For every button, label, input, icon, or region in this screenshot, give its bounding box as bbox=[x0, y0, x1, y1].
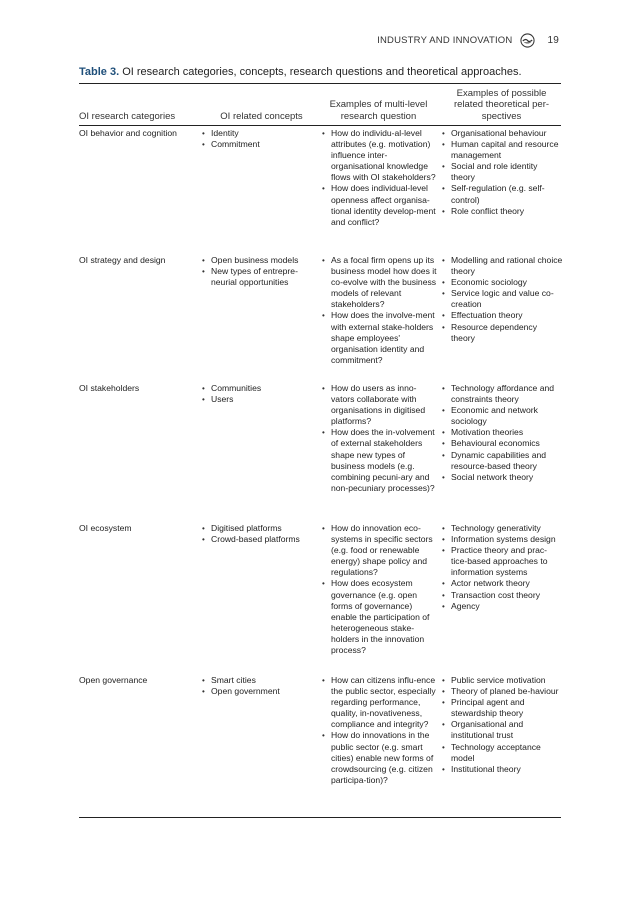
list-item: • Modelling and rational choice theory bbox=[442, 255, 563, 277]
list-item: • Human capital and resource management bbox=[442, 139, 563, 161]
list-item: • Behavioural economics bbox=[442, 438, 563, 449]
table-title: OI research categories, concepts, research questions and theoretical approaches. bbox=[122, 66, 522, 78]
concept-list bbox=[202, 523, 318, 545]
list-item: • Social network theory bbox=[442, 472, 563, 483]
concept-list bbox=[202, 383, 318, 405]
row-category: OI ecosystem bbox=[79, 523, 132, 533]
table-header-rule bbox=[79, 125, 561, 126]
table-top-rule bbox=[79, 83, 561, 84]
list-item: • New types of entrepre-neurial opportunities bbox=[202, 266, 318, 288]
list-item: • Resource dependency theory bbox=[442, 322, 563, 344]
row-category: Open governance bbox=[79, 675, 148, 685]
row-category: OI stakeholders bbox=[79, 383, 140, 393]
question-list bbox=[322, 675, 437, 786]
list-item: • As a focal firm opens up its business model how does it co-evolve with the business models of relevant stakeholders? bbox=[322, 255, 437, 310]
header-categories: OI research categories bbox=[79, 110, 176, 122]
list-item: • Technology acceptance model bbox=[442, 742, 563, 764]
list-item: • How do innovation eco-systems in specific sectors (e.g. food or renewable energy) shape policy and regulations? bbox=[322, 523, 437, 578]
list-item: • Identity bbox=[202, 128, 318, 139]
page-number: 19 bbox=[547, 35, 559, 46]
list-item: • Digitised platforms bbox=[202, 523, 318, 534]
question-list bbox=[322, 383, 437, 494]
list-item: • How do innovations in the public sector (e.g. smart cities) enable new forms of crowdsourcing (e.g. citizen participa-tion)? bbox=[322, 730, 437, 785]
list-item: • Practice theory and prac-tice-based approaches to information systems bbox=[442, 545, 563, 578]
list-item: • Economic and network sociology bbox=[442, 405, 563, 427]
list-item: • Role conflict theory bbox=[442, 206, 563, 217]
list-item: • Open government bbox=[202, 686, 318, 697]
list-item: • Social and role identity theory bbox=[442, 161, 563, 183]
list-item: • Information systems design bbox=[442, 534, 563, 545]
row-category: OI strategy and design bbox=[79, 255, 166, 265]
question-list bbox=[322, 523, 437, 656]
list-item: • Self-regulation (e.g. self-control) bbox=[442, 183, 563, 205]
list-item: • Actor network theory bbox=[442, 578, 563, 589]
list-item: • Theory of planed be-haviour bbox=[442, 686, 563, 697]
header-questions: Examples of multi-level research question bbox=[329, 99, 428, 122]
list-item: • How does the involve-ment with external stake-holders shape employees' organisation identity and commitment? bbox=[322, 310, 437, 365]
question-list bbox=[322, 128, 437, 228]
list-item: • Public service motivation bbox=[442, 675, 563, 686]
theory-list bbox=[442, 523, 563, 612]
list-item: • Transaction cost theory bbox=[442, 590, 563, 601]
header-concepts: OI related concepts bbox=[220, 110, 303, 122]
list-item: • Commitment bbox=[202, 139, 318, 150]
table-caption bbox=[79, 65, 561, 79]
list-item: • Organisational behaviour bbox=[442, 128, 563, 139]
running-head bbox=[377, 33, 559, 48]
header-theories: Examples of possible related theoretical per-spectives bbox=[453, 87, 550, 122]
list-item: • How does the in-volvement of external stakeholders shape new types of business models (e.g. combining pecuni-ary and non-pecuniary processes)? bbox=[322, 427, 437, 494]
list-item: • Agency bbox=[442, 601, 563, 612]
list-item: • Smart cities bbox=[202, 675, 318, 686]
list-item: • Principal agent and stewardship theory bbox=[442, 697, 563, 719]
theory-list bbox=[442, 255, 563, 344]
concept-list bbox=[202, 128, 318, 150]
list-item: • Motivation theories bbox=[442, 427, 563, 438]
journal-name: INDUSTRY AND INNOVATION bbox=[377, 35, 513, 46]
theory-list bbox=[442, 383, 563, 483]
list-item: • How do users as inno-vators collaborate with organisations in digitised platforms? bbox=[322, 383, 437, 427]
list-item: • How does individual-level openness affect organisa-tional identity develop-ment and conflict? bbox=[322, 183, 437, 227]
question-list bbox=[322, 255, 437, 366]
concept-list bbox=[202, 675, 318, 697]
row-category: OI behavior and cognition bbox=[79, 128, 177, 138]
list-item: • How does ecosystem governance (e.g. open forms of governance) enable the participation of heterogeneous stake-holders in the innovation process? bbox=[322, 578, 437, 656]
list-item: • Open business models bbox=[202, 255, 318, 266]
list-item: • Institutional theory bbox=[442, 764, 563, 775]
list-item: • Service logic and value co-creation bbox=[442, 288, 563, 310]
list-item: • Organisational and institutional trust bbox=[442, 719, 563, 741]
list-item: • Dynamic capabilities and resource-based theory bbox=[442, 450, 563, 472]
concept-list bbox=[202, 255, 318, 288]
list-item: • Users bbox=[202, 394, 318, 405]
list-item: • Effectuation theory bbox=[442, 310, 563, 321]
list-item: • Communities bbox=[202, 383, 318, 394]
table-bottom-rule bbox=[79, 817, 561, 818]
theory-list bbox=[442, 675, 563, 775]
list-item: • Crowd-based platforms bbox=[202, 534, 318, 545]
list-item: • How can citizens influ-ence the public sector, especially regarding performance, quality, in-novativeness, compliance and integrity? bbox=[322, 675, 437, 730]
list-item: • How do individu-al-level attributes (e.g. motivation) influence inter-organisational knowledge flows with OI stakeholders? bbox=[322, 128, 437, 183]
table-label: Table 3. bbox=[79, 66, 120, 78]
table-header bbox=[79, 85, 561, 125]
list-item: • Technology generativity bbox=[442, 523, 563, 534]
theory-list bbox=[442, 128, 563, 217]
journal-logo-icon bbox=[520, 33, 535, 48]
list-item: • Economic sociology bbox=[442, 277, 563, 288]
list-item: • Technology affordance and constraints theory bbox=[442, 383, 563, 405]
